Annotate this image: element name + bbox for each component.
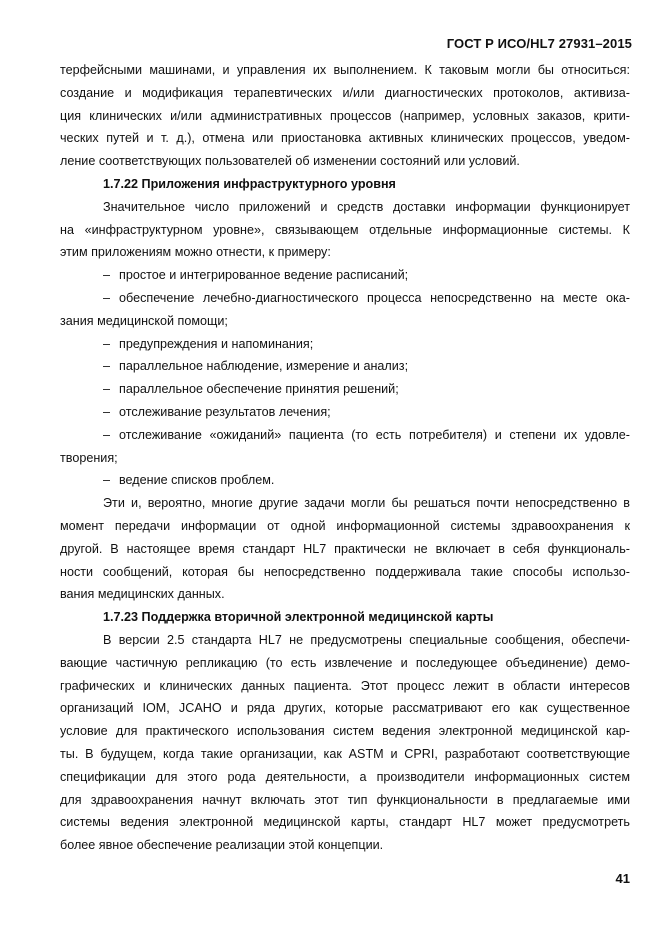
- list-item: [60, 333, 630, 356]
- list-item: [60, 424, 630, 447]
- list-item-text: обеспечение лечебно-диагностического процесса непосредственно на месте ока-: [119, 290, 630, 305]
- list-item-continuation: зания медицинской помощи;: [60, 313, 228, 328]
- paragraph-line: В версии 2.5 стандарта HL7 не предусмотрены специальные сообщения, обеспечи-: [103, 632, 630, 647]
- paragraph-line: спецификации для этого рода деятельности, а производители информационных систем: [60, 769, 630, 784]
- list-item: [60, 355, 630, 378]
- paragraph-line: другой. В настоящее время стандарт HL7 практически не включает в себя функциональ-: [60, 541, 630, 556]
- standard-header: ГОСТ Р ИСО/HL7 27931–2015: [446, 36, 632, 51]
- list-item-text: отслеживание «ожиданий» пациента (то есть потребителя) и степени их удовле-: [119, 427, 630, 442]
- list-item-text: простое и интегрированное ведение расписаний;: [119, 268, 409, 283]
- paragraph-line: вающие частичную репликацию (то есть извлечение и последующее объединение) демо-: [60, 655, 630, 670]
- list-dash: –: [103, 268, 111, 283]
- list-item-text: параллельное наблюдение, измерение и анализ;: [119, 359, 409, 374]
- list-item: [60, 264, 630, 287]
- document-body: [60, 59, 630, 857]
- section-heading-1-7-23: 1.7.23 Поддержка вторичной электронной медицинской карты: [103, 610, 494, 625]
- paragraph-line: более явное обеспечение реализации этой концепции.: [60, 838, 384, 853]
- list-dash: –: [103, 336, 111, 351]
- paragraph-line: момент передачи информации от одной информационной системы здравоохранения к: [60, 518, 630, 533]
- list-item-text: параллельное обеспечение принятия решений;: [119, 382, 399, 397]
- list-item-text: предупреждения и напоминания;: [119, 336, 314, 351]
- list-item: [60, 469, 630, 492]
- paragraph-line: ческих путей и т. д.), отмена или приостановка активных клинических процессов, уведом-: [60, 131, 630, 146]
- list-dash: –: [103, 404, 111, 419]
- paragraph-line: ление соответствующих пользователей об изменении состояний или условий.: [60, 154, 520, 169]
- paragraph-line: системы ведения электронной медицинской карты, стандарт HL7 может предусмотреть: [60, 815, 630, 830]
- paragraph-line: условие для практического использования систем ведения электронной медицинской кар-: [60, 724, 630, 739]
- paragraph-line: ты. В будущем, когда такие организации, как ASTM и CPRI, разработают соответствующие: [60, 746, 630, 761]
- paragraph-line: на «инфраструктурном уровне», связывающем отдельные информационные системы. К: [60, 222, 630, 237]
- paragraph-line: терфейсными машинами, и управления их выполнением. К таковым могли бы относиться:: [60, 63, 630, 77]
- list-dash: –: [103, 427, 111, 442]
- list-dash: –: [103, 359, 111, 374]
- paragraph-line: этим приложениям можно отнести, к примеру:: [60, 245, 331, 260]
- list-item-text: отслеживание результатов лечения;: [119, 404, 331, 419]
- list-item: [60, 378, 630, 401]
- list-item: [60, 401, 630, 424]
- paragraph-line: для здравоохранения начнут включать этот тип функциональности в предлагаемые ими: [60, 792, 630, 807]
- list-dash: –: [103, 473, 111, 488]
- section-heading-1-7-22: 1.7.22 Приложения инфраструктурного уровня: [103, 176, 396, 191]
- page-number: 41: [615, 871, 630, 886]
- paragraph-line: организаций IOM, JCAHO и ряда других, которые рассматривают его как существенное: [60, 701, 630, 716]
- paragraph-line: Эти и, вероятно, многие другие задачи могли бы решаться почти непосредственно в: [103, 496, 630, 511]
- paragraph-line: ности сообщений, которая бы непосредственно поддерживала такие способы использо-: [60, 564, 630, 579]
- list-item: [60, 287, 630, 310]
- paragraph-line: ция клинических и/или административных процессов (например, условных заказов, крити-: [60, 108, 630, 123]
- paragraph-line: Значительное число приложений и средств доставки информации функционирует: [103, 199, 630, 214]
- paragraph-line: вания медицинских данных.: [60, 587, 225, 602]
- paragraph-line: создание и модификация терапевтических и/или диагностических протоколов, активиза-: [60, 85, 630, 100]
- list-item-text: ведение списков проблем.: [119, 473, 275, 488]
- paragraph-line: графических и клинических данных пациента. Этот процесс лежит в области интересов: [60, 678, 630, 693]
- list-item-continuation: творения;: [60, 450, 118, 465]
- list-dash: –: [103, 290, 111, 305]
- list-dash: –: [103, 382, 111, 397]
